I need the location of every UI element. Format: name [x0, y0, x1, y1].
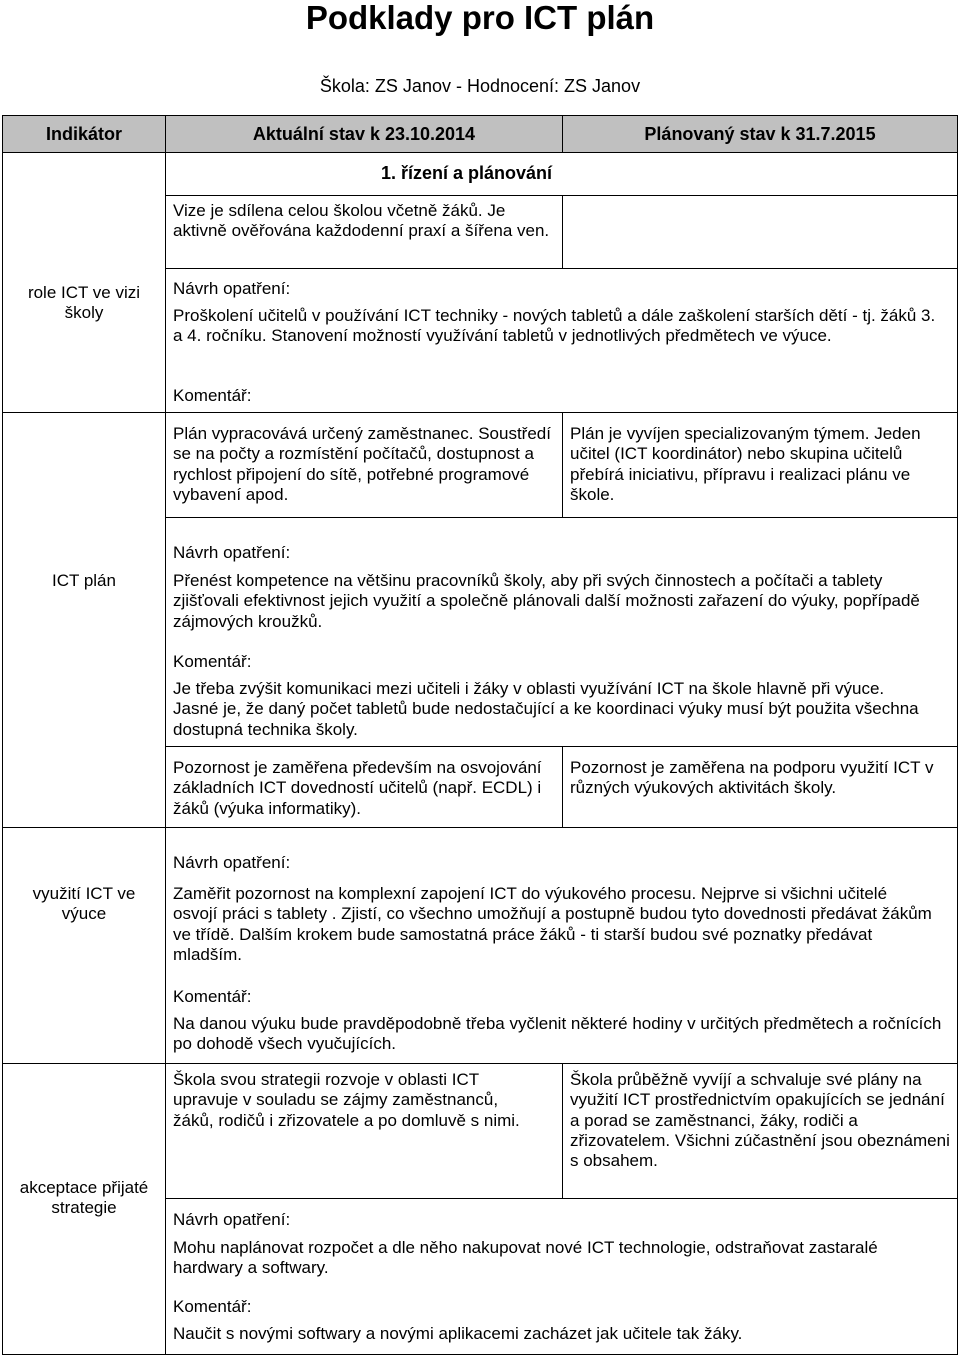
header-planned-label: Plánovaný stav k 31.7.2015 — [644, 123, 876, 144]
table-border-bottom — [2, 1354, 958, 1355]
row-label-ict-plan: ICT plán — [52, 571, 116, 590]
row1-measure-label: Návrh opatření: — [173, 279, 291, 298]
row1-current: Vize je sdílena celou školou včetně žáků. Je aktivně ověřována každodenní praxí a šířena ven. — [173, 201, 550, 241]
row4-current: Škola svou strategii rozvoje v oblasti ICT upravuje v souladu se zájmy zaměstnanců, žáků, rodičů i zřizovatele a po domluvě s nimi. — [173, 1070, 520, 1130]
row-label-ict-teaching: využití ICT ve výuce — [32, 884, 136, 924]
row2-comment-label: Komentář: — [173, 652, 252, 671]
row3-measure: Zaměřit pozornost na komplexní zapojení ICT do výukového procesu. Nejprve si všichni učitelé osvojí práci s tablety . Zjistí, co všechno umožňují a postupně budou tyto dovednosti předávat žákům ve třídě. Dalším krokem bude samostatná práce žáků - ti starší budou své poznatky předávat mladším. — [173, 884, 932, 964]
row-divider-2 — [2, 827, 958, 828]
row2-planned: Plán je vyvíjen specializovaným týmem. Jeden učitel (ICT koordinátor) nebo skupina učitelů přebírá iniciativu, přípravu i realizaci plánu ve škole. — [570, 424, 921, 504]
row1-states-bottom — [165, 268, 958, 269]
header-current-label: Aktuální stav k 23.10.2014 — [252, 123, 476, 144]
row3-states-divider — [562, 746, 563, 827]
row2-states-bottom — [165, 517, 958, 518]
row3-comment-label: Komentář: — [173, 987, 252, 1006]
row2-current: Plán vypracovává určený zaměstnanec. Soustředí se na počty a rozmístění počítačů, dostupnost a rychlost připojení do sítě, potřebné programové vybavení apod. — [173, 424, 551, 504]
row3-planned: Pozornost je zaměřena na podporu využití ICT v různých výukových aktivitách školy. — [570, 758, 934, 798]
row3-current: Pozornost je zaměřena především na osvojování základních ICT dovedností učitelů (např. ECDL) i žáků (výuka informatiky). — [173, 758, 542, 818]
row2-measure-label: Návrh opatření: — [173, 543, 291, 562]
row2-measure: Přenést kompetence na většinu pracovníků školy, aby při svých činnostech a počítači a tablety zjišťovali efektivnost jejich využití a společně plánovali další možnosti zařazení do výuky, popřípadě zájmových kroužků. — [173, 571, 920, 631]
row3-comment: Na danou výuku bude pravděpodobně třeba vyčlenit některé hodiny v určitých předmětech a ročnících po dohodě všech vyučujících. — [173, 1014, 942, 1054]
label-column-divider — [165, 153, 166, 1355]
row3-measure-label: Návrh opatření: — [173, 853, 291, 872]
row4-states-bottom — [165, 1198, 958, 1199]
row-divider-1 — [2, 412, 958, 413]
row4-comment: Naučit s novými softwary a novými aplikacemi zacházet jak učitele tak žáky. — [173, 1324, 743, 1343]
row4-comment-label: Komentář: — [173, 1297, 252, 1316]
header-indicator-label: Indikátor — [45, 123, 122, 144]
table-border-left — [2, 153, 3, 1355]
header-current — [165, 115, 563, 153]
page-subtitle: Škola: ZS Janov - Hodnocení: ZS Janov — [319, 76, 641, 96]
row1-states-divider — [562, 195, 563, 268]
section-title: 1. řízení a plánování — [381, 163, 553, 183]
row4-states-divider — [562, 1063, 563, 1198]
row4-measure: Mohu naplánovat rozpočet a dle něho nakupovat nové ICT technologie, odstraňovat zastaralé hardwary a softwary. — [173, 1238, 878, 1278]
row2-comment: Je třeba zvýšit komunikaci mezi učiteli i žáky v oblasti využívání ICT na škole hlavně při výuce. Jasné je, že daný počet tabletů bude nedostačující a ke koordinaci výuky musí být použita všechna dostupná technika školy. — [173, 679, 919, 739]
row1-comment-label: Komentář: — [173, 386, 252, 405]
header-planned — [562, 115, 958, 153]
table-border-right — [957, 153, 958, 1355]
page-title: Podklady pro ICT plán — [305, 0, 655, 36]
row1-measure: Proškolení učitelů v používání ICT techniky - nových tabletů a dále zaškolení starších dětí - tj. žáků 3. a 4. ročníku. Stanovení možností využívání tabletů v jednotlivých předmětech ve výuce. — [173, 306, 936, 346]
row-label-vision: role ICT ve vizi školy — [27, 283, 141, 323]
row4-planned: Škola průběžně vyvíjí a schvaluje své plány na využití ICT prostřednictvím opakujících se jednání a porad se zaměstnanci, žáky, rodiči a zřizovatelem. Všichni zúčastnění jsou obeznámeni s obsahem. — [570, 1070, 950, 1171]
row-divider-3 — [2, 1063, 958, 1064]
row-label-strategy-acceptance: akceptace přijaté strategie — [19, 1178, 149, 1218]
header-indicator — [2, 115, 166, 153]
row2-states-divider — [562, 412, 563, 517]
row4-measure-label: Návrh opatření: — [173, 1210, 291, 1229]
